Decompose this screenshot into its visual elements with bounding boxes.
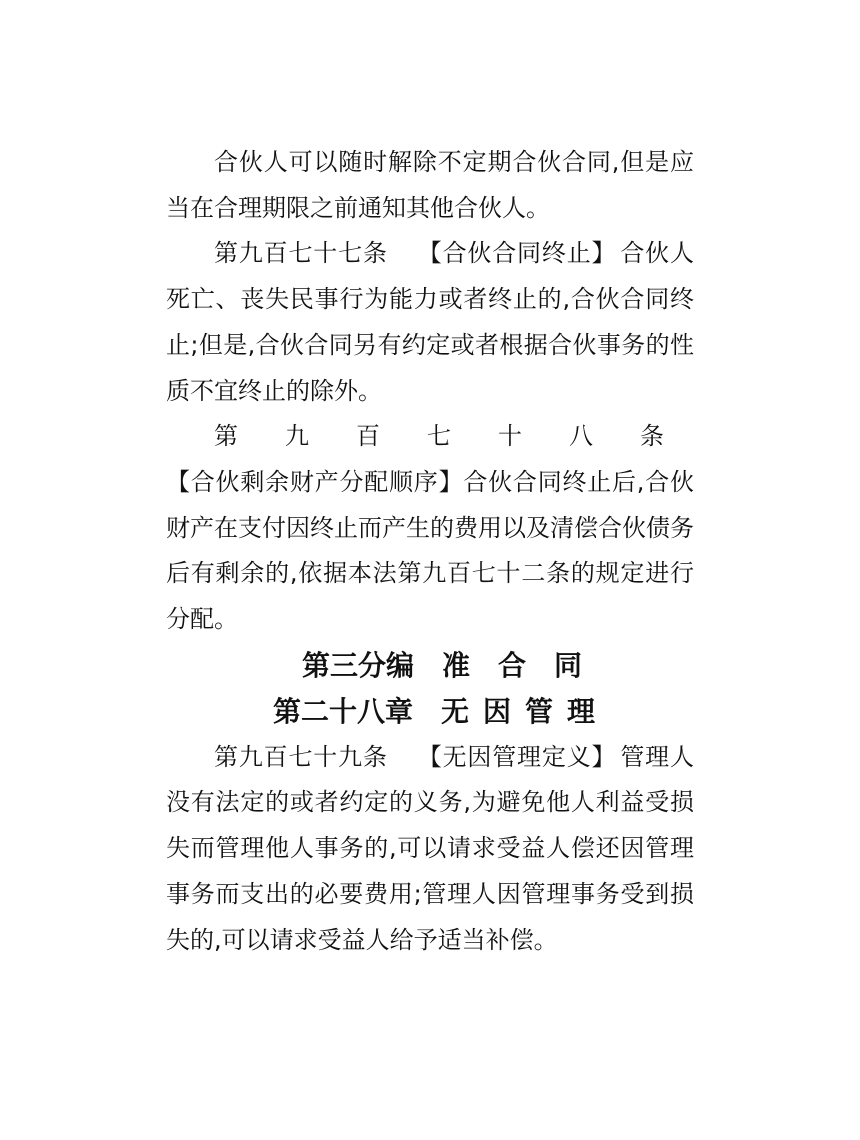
chapter-heading-label: 第二十八章 bbox=[272, 694, 413, 728]
document-page bbox=[166, 140, 694, 963]
part-heading-char: 同 bbox=[554, 648, 583, 682]
paragraph-partnership-dissolution bbox=[166, 140, 694, 231]
part-heading-char: 准 bbox=[441, 648, 470, 682]
article-number: 第九百七十七条 bbox=[214, 239, 388, 268]
paragraph-text: 合伙人可以随时解除不定期合伙合同,但是应当在合理期限之前通知其他合伙人。 bbox=[166, 148, 694, 222]
article-number: 第九百七十九条 bbox=[214, 742, 388, 771]
chapter-heading bbox=[166, 689, 694, 735]
article-text: 管理人没有法定的或者约定的义务,为避免他人利益受损失而管理他人事务的,可以请求受益人偿还因管理事务而支出的必要费用;管理人因管理事务受到损失的,可以请求受益人给予适当补偿。 bbox=[166, 742, 695, 954]
article-title: 【无因管理定义】 bbox=[417, 742, 617, 771]
article-title: 【合伙剩余财产分配顺序】 bbox=[166, 467, 464, 496]
article-text: 合伙人死亡、丧失民事行为能力或者终止的,合伙合同终止;但是,合伙合同另有约定或者根据合伙事务的性质不宜终止的除外。 bbox=[166, 239, 695, 405]
article-number: 第九百七十八条 bbox=[214, 422, 664, 451]
article-977 bbox=[166, 231, 694, 414]
article-979 bbox=[166, 735, 694, 964]
part-heading bbox=[166, 643, 694, 689]
chapter-heading-char: 无 bbox=[440, 694, 469, 728]
article-text: 合伙合同终止后,合伙财产在支付因终止而产生的费用以及清偿合伙债务后有剩余的,依据本法第九百七十二条的规定进行分配。 bbox=[166, 467, 694, 634]
part-heading-char: 合 bbox=[498, 648, 527, 682]
chapter-heading-char: 理 bbox=[567, 694, 596, 728]
chapter-heading-char: 因 bbox=[482, 694, 511, 728]
chapter-heading-char: 管 bbox=[525, 694, 554, 728]
article-title: 【合伙合同终止】 bbox=[417, 239, 617, 268]
article-978 bbox=[166, 414, 694, 643]
part-heading-label: 第三分编 bbox=[301, 648, 414, 682]
